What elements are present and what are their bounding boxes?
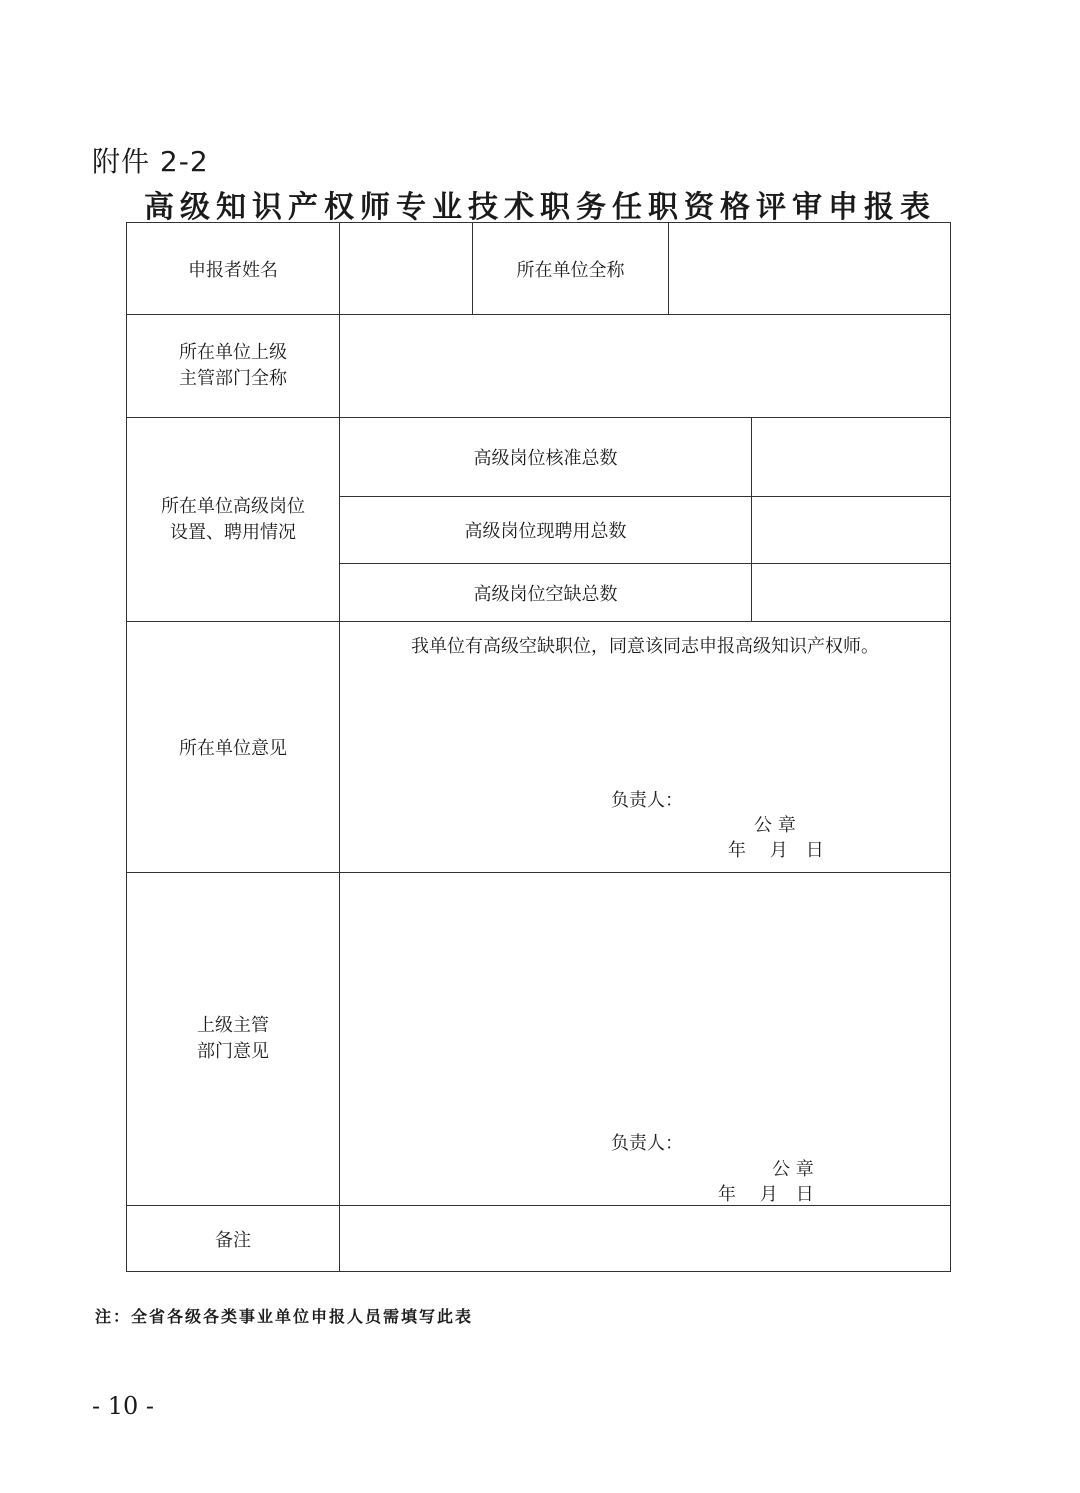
supervisor-opinion-label-line2: 部门意见 (197, 1041, 269, 1062)
post-setting-label (127, 418, 340, 622)
supervisor-opinion-label (127, 873, 340, 1206)
attachment-label: 附件 2-2 (92, 145, 209, 178)
row-approved-total (127, 418, 951, 497)
supervisor-dept-field[interactable] (340, 315, 951, 418)
row-supervisor-dept (127, 315, 951, 418)
supervisor-opinion-box (340, 873, 950, 1205)
post-setting-label-line1: 所在单位高级岗位 (161, 495, 305, 517)
supervisor-opinion-label-line1: 上级主管 (197, 1015, 269, 1036)
remarks-field[interactable] (340, 1206, 951, 1272)
employed-total-field[interactable] (752, 497, 951, 564)
approved-total-label: 高级岗位核准总数 (340, 418, 752, 497)
applicant-name-field[interactable] (340, 223, 473, 315)
unit-fullname-label: 所在单位全称 (473, 223, 669, 315)
form-title: 高级知识产权师专业技术职务任职资格评审申报表 (144, 190, 936, 225)
supervisor-opinion-cell[interactable] (340, 873, 951, 1206)
supervisor-dept-label-line1: 所在单位上级 (179, 342, 287, 363)
supervisor-dept-label (127, 315, 340, 418)
unit-opinion-cell[interactable] (340, 622, 951, 873)
row-remarks (127, 1206, 951, 1272)
unit-seal-label: 公 章 (754, 815, 796, 836)
unit-opinion-label: 所在单位意见 (127, 622, 340, 873)
footnote: 注：全省各级各类事业单位申报人员需填写此表 (95, 1307, 474, 1326)
row-unit-opinion (127, 622, 951, 873)
supervisor-dept-label-line2: 主管部门全称 (179, 368, 287, 389)
unit-date-label: 年 月 日 (728, 840, 824, 861)
employed-total-label: 高级岗位现聘用总数 (340, 497, 752, 564)
page-number: - 10 - (92, 1392, 155, 1420)
supervisor-responsible-label: 负责人： (611, 1133, 683, 1154)
vacancy-total-field[interactable] (752, 564, 951, 622)
supervisor-seal-label: 公 章 (772, 1159, 814, 1180)
unit-responsible-label: 负责人： (611, 790, 683, 811)
applicant-name-label: 申报者姓名 (127, 223, 340, 315)
post-setting-label-line2: 设置、聘用情况 (170, 521, 296, 543)
row-applicant (127, 223, 951, 315)
application-form-table (126, 222, 951, 1272)
unit-fullname-field[interactable] (669, 223, 951, 315)
unit-opinion-text: 我单位有高级空缺职位，同意该同志申报高级知识产权师。 (411, 636, 879, 657)
row-supervisor-opinion (127, 873, 951, 1206)
supervisor-date-label: 年 月 日 (718, 1184, 814, 1205)
remarks-label: 备注 (127, 1206, 340, 1272)
approved-total-field[interactable] (752, 418, 951, 497)
vacancy-total-label: 高级岗位空缺总数 (340, 564, 752, 622)
unit-opinion-box (340, 622, 950, 872)
